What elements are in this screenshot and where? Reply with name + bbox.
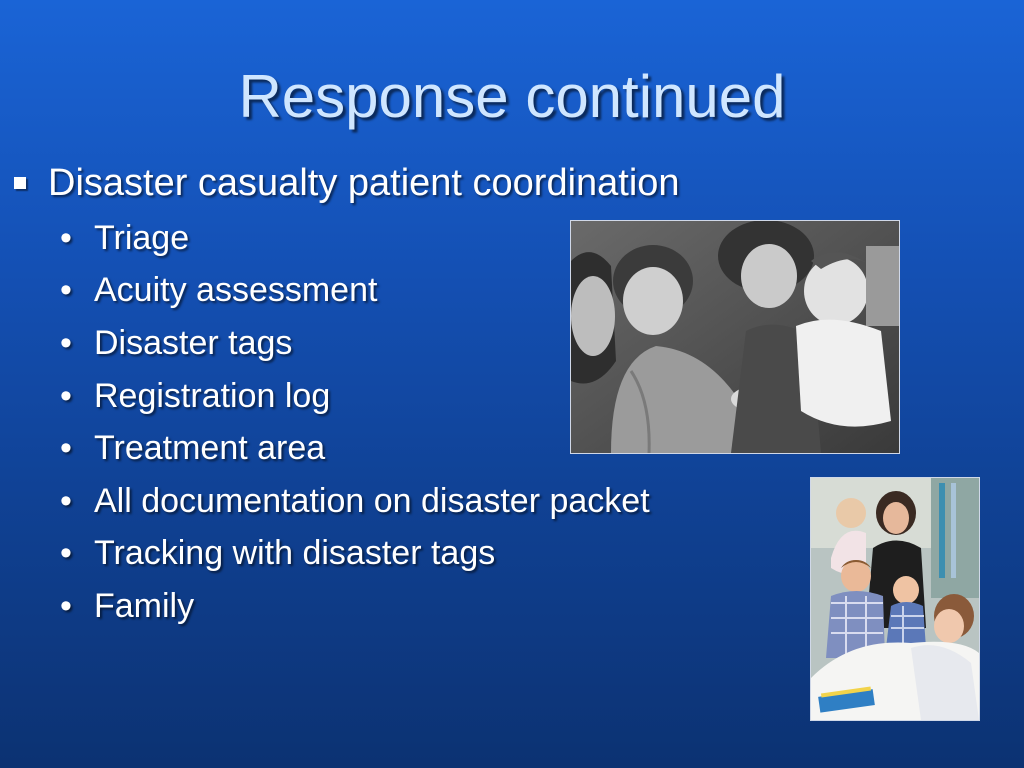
sub-bullet-text: Acuity assessment [94, 271, 378, 310]
bullet-dot-icon: • [60, 323, 72, 362]
women-with-baby-photo [570, 220, 900, 454]
family-bedside-photo [810, 477, 980, 721]
main-bullet-text: Disaster casualty patient coordination [48, 162, 680, 204]
sub-bullet-text: Family [94, 586, 195, 625]
bullet-dot-icon: • [60, 481, 72, 520]
sub-bullet-item [60, 317, 650, 370]
sub-bullet-item [60, 265, 650, 318]
sub-bullet-item [60, 212, 650, 265]
sub-bullet-list [60, 212, 650, 633]
sub-bullet-text: Treatment area [94, 429, 326, 468]
slide-title: Response continued [238, 63, 786, 130]
sub-bullet-text: Tracking with disaster tags [94, 534, 496, 573]
sub-bullet-text: Registration log [94, 376, 331, 415]
sub-bullet-text: Disaster tags [94, 323, 293, 362]
bullet-dot-icon: • [60, 586, 72, 625]
sub-bullet-item [60, 580, 650, 633]
sub-bullet-item [60, 370, 650, 423]
bullet-dot-icon: • [60, 534, 72, 573]
bullet-dot-icon: • [60, 218, 72, 257]
bullet-dot-icon: • [60, 376, 72, 415]
sub-bullet-item [60, 528, 650, 581]
sub-bullet-text: Triage [94, 218, 190, 257]
sub-bullet-text: All documentation on disaster packet [94, 481, 650, 520]
sub-bullet-item [60, 475, 650, 528]
main-bullet [14, 158, 680, 208]
bullet-dot-icon: • [60, 271, 72, 310]
square-bullet-icon [14, 177, 26, 189]
bullet-dot-icon: • [60, 429, 72, 468]
sub-bullet-item [60, 422, 650, 475]
